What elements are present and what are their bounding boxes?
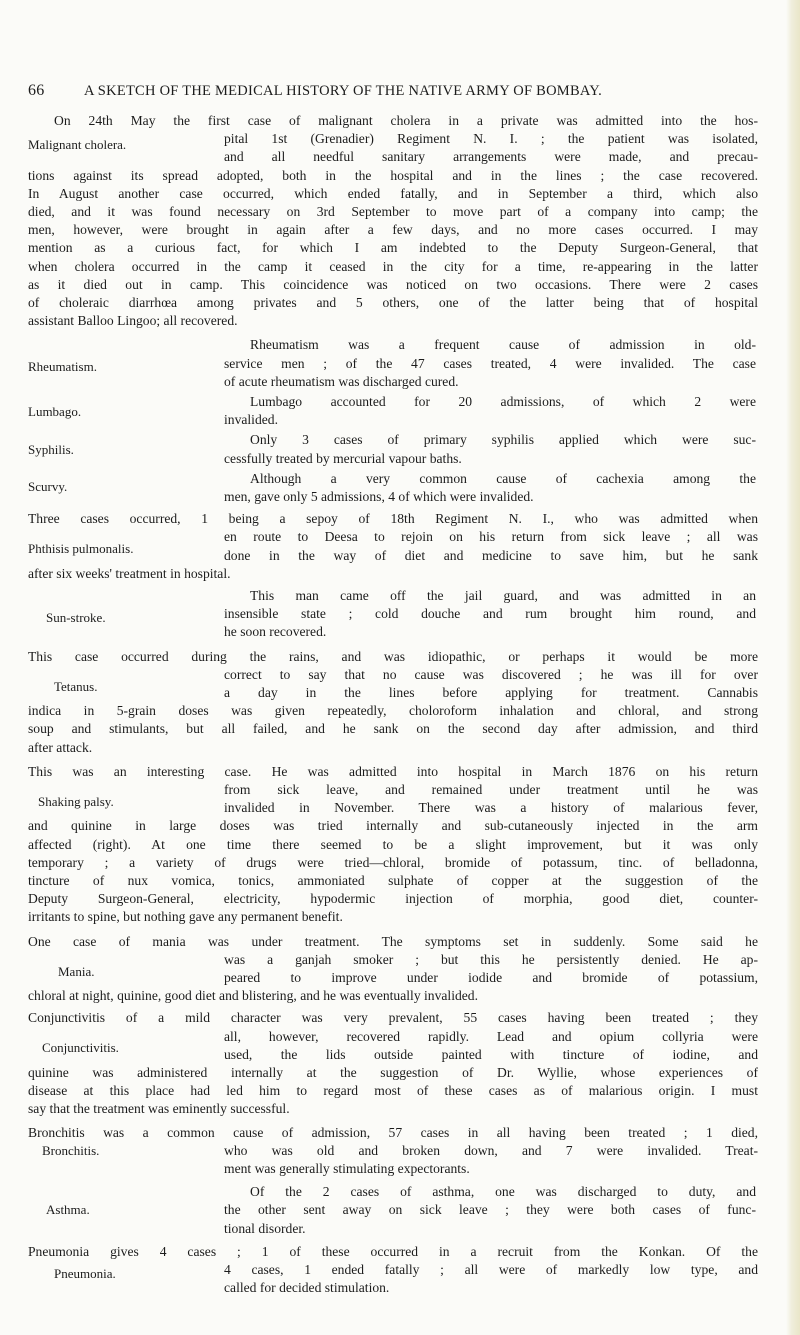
text-line: mention as a curious fact, for which I am indebted to the Deputy Surgeon-General, that <box>28 240 758 256</box>
margin-note-lumbago: Lumbago. <box>28 404 82 419</box>
text-line: who was old and broken down, and 7 were invalided. Treat- <box>224 1142 758 1158</box>
text-line: Conjunctivitis of a mild character was very prevalent, 55 cases having been treated ; they <box>28 1010 758 1026</box>
text-line: the other sent away on sick leave ; they were both cases of func- <box>224 1202 756 1218</box>
text-line: temporary ; a variety of drugs were tried—chloral, bromide of potassum, tinc. of belladonna, <box>28 854 758 870</box>
text-line: Only 3 cases of primary syphilis applied which were suc- <box>250 432 756 448</box>
text-line: done in the way of diet and medicine to save him, but he sank <box>224 547 758 563</box>
text-line: tincture of nux vomica, tonics, ammoniated sulphate of copper at the suggestion of the <box>28 872 758 888</box>
text-line: correct to say that no cause was discovered ; he was ill for over <box>224 666 758 682</box>
text-line: of choleraic diarrhœa among privates and 5 others, one of the latter being that of hospital <box>28 294 758 310</box>
text-line: say that the treatment was eminently successful. <box>28 1101 290 1117</box>
page-header <box>28 82 760 102</box>
text-line: Three cases occurred, 1 being a sepoy of 18th Regiment N. I., who was admitted when <box>28 511 758 527</box>
text-line: One case of mania was under treatment. The symptoms set in suddenly. Some said he <box>28 933 758 949</box>
margin-note-tetanus: Tetanus. <box>54 678 98 694</box>
margin-note-conjunctivitis: Conjunctivitis. <box>42 1040 119 1056</box>
text-line: This man came off the jail guard, and was admitted in an <box>250 588 756 603</box>
text-line: Of the 2 cases of asthma, one was discharged to duty, and <box>250 1184 756 1200</box>
margin-note-scurvy: Scurvy. <box>28 478 68 494</box>
text-line: when cholera occurred in the camp it ceased in the city for a time, re-appearing in the latter <box>28 258 758 274</box>
section-conjunctivitis <box>28 1009 758 1118</box>
text-line: and quinine in large doses was tried internally and sub-cutaneously injected in the arm <box>28 818 758 834</box>
text-line: Bronchitis was a common cause of admission, 57 cases in all having been treated ; 1 died, <box>28 1124 758 1140</box>
section-malignant-cholera <box>28 112 758 330</box>
text-line: This case occurred during the rains, and was idiopathic, or perhaps it would be more <box>28 648 758 664</box>
text-line: ment was generally stimulating expectorants. <box>224 1160 470 1176</box>
text-line: of acute rheumatism was discharged cured. <box>224 373 459 389</box>
text-line: invalided. <box>224 412 278 428</box>
text-line: chloral at night, quinine, good diet and blistering, and he was eventually invalided. <box>28 988 478 1004</box>
text-line: 4 cases, 1 ended fatally ; all were of markedly low type, and <box>224 1261 758 1277</box>
text-line: used, the lids outside painted with tincture of iodine, and <box>224 1046 758 1062</box>
text-line: tional disorder. <box>224 1220 306 1236</box>
section-phthisis <box>28 510 758 583</box>
section-mania <box>28 933 758 1006</box>
text-line: called for decided stimulation. <box>224 1280 390 1296</box>
text-line: men, however, were brought in again after a few days, and no more cases occurred. I may <box>28 222 758 238</box>
text-line: was a ganjah smoker ; but this he persistently denied. He ap- <box>224 951 758 967</box>
text-line: service men ; of the 47 cases treated, 4 were invalided. The case <box>224 355 756 371</box>
text-line: Rheumatism was a frequent cause of admission in old- <box>250 337 756 353</box>
text-line: indica in 5-grain doses was given repeatedly, choloroform inhalation and chloral, and strong <box>28 703 758 719</box>
running-head: A SKETCH OF THE MEDICAL HISTORY OF THE NATIVE ARMY OF BOMBAY. <box>84 83 602 99</box>
text-line: Pneumonia gives 4 cases ; 1 of these occurred in a recruit from the Konkan. Of the <box>28 1243 758 1259</box>
text-line: quinine was administered internally at the suggestion of Dr. Wyllie, whose experiences of <box>28 1064 758 1080</box>
text-line: a day in the lines before applying for treatment. Cannabis <box>224 684 758 700</box>
text-line: In August another case occurred, which ended fatally, and in September a third, which also <box>28 185 758 201</box>
section-asthma <box>28 1183 758 1238</box>
text-line: affected (right). At one time there seemed to be a slight improvement, but it was only <box>28 836 758 852</box>
text-line: Deputy Surgeon-General, electricity, hypodermic injection of morphia, good diet, counter- <box>28 891 758 907</box>
text-line: invalided in November. There was a history of malarious fever, <box>224 800 758 816</box>
text-line: irritants to spine, but nothing gave any permanent benefit. <box>28 909 343 925</box>
text-line: all, however, recovered rapidly. Lead and opium collyria were <box>224 1028 758 1044</box>
text-line: he soon recovered. <box>224 624 327 640</box>
margin-note-mania: Mania. <box>58 963 95 979</box>
margin-note-phthisis: Phthisis pulmonalis. <box>28 541 134 557</box>
margin-note-asthma: Asthma. <box>46 1202 90 1218</box>
margin-note-syphilis: Syphilis. <box>28 442 74 458</box>
text-line: assistant Balloo Lingoo; all recovered. <box>28 313 238 329</box>
text-line: Although a very common cause of cachexia among the <box>250 470 756 486</box>
text-line: soup and stimulants, but all failed, and he sank on the second day after admission, and third <box>28 721 758 737</box>
text-line: disease at this place had led him to regard most of these cases as of malarious origin. I must <box>28 1083 758 1099</box>
margin-note-cholera: Malignant cholera. <box>28 137 127 152</box>
section-shaking-palsy <box>28 763 758 927</box>
text-line: pital 1st (Grenadier) Regiment N. I. ; the patient was isolated, <box>224 131 758 147</box>
text-line: after six weeks' treatment in hospital. <box>28 565 231 581</box>
text-line: en route to Deesa to rejoin on his return from sick leave ; all was <box>224 529 758 545</box>
text-line: insensible state ; cold douche and rum brought him round, and <box>224 606 756 622</box>
text-line: after attack. <box>28 739 93 755</box>
text-line: from sick leave, and remained under treatment until he was <box>224 781 758 797</box>
page-number: 66 <box>28 82 45 99</box>
section-bronchitis <box>28 1124 758 1179</box>
section-pneumonia <box>28 1243 758 1298</box>
text-line: cessfully treated by mercurial vapour baths. <box>224 450 462 466</box>
text-line: On 24th May the first case of malignant cholera in a private was admitted into the hos- <box>54 113 758 128</box>
margin-note-sun-stroke: Sun-stroke. <box>46 610 106 625</box>
text-line: men, gave only 5 admissions, 4 of which were invalided. <box>224 488 534 504</box>
text-line: and all needful sanitary arrangements were made, and precau- <box>224 149 758 165</box>
page-edge <box>786 0 800 1335</box>
section-tetanus <box>28 648 758 757</box>
text-line: Lumbago accounted for 20 admissions, of which 2 were <box>250 394 756 409</box>
margin-note-shaking-palsy: Shaking palsy. <box>38 793 114 809</box>
text-line: peared to improve under iodide and bromide of potassium, <box>224 969 758 985</box>
margin-note-pneumonia: Pneumonia. <box>54 1265 116 1281</box>
text-line: This was an interesting case. He was admitted into hospital in March 1876 on his return <box>28 763 758 779</box>
margin-note-rheumatism: Rheumatism. <box>28 359 97 375</box>
text-line: died, and it was found necessary on 3rd September to move part of a company into camp; the <box>28 203 758 219</box>
text-line: tions against its spread adopted, both in the hospital and in the lines ; the case recovered. <box>28 167 758 183</box>
text-line: as it died out in camp. This coincidence was noticed on two occasions. There were 2 cases <box>28 276 758 292</box>
margin-note-bronchitis: Bronchitis. <box>42 1142 100 1158</box>
